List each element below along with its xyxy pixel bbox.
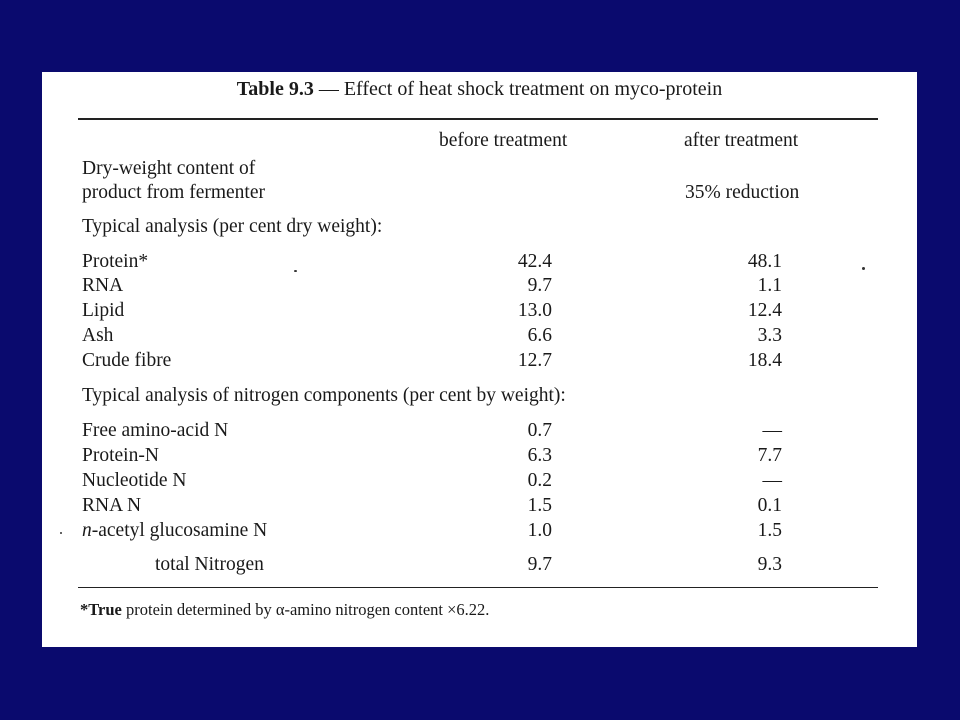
scan-speck <box>60 532 62 534</box>
row-free-amino-before: 0.7 <box>527 420 552 441</box>
row-glucosamine-after: 1.5 <box>757 520 782 541</box>
row-protein-n-after: 7.7 <box>757 445 782 466</box>
section2-heading: Typical analysis of nitrogen components (per cent by weight): <box>82 385 566 406</box>
dry-weight-label-1: Dry-weight content of <box>82 158 256 179</box>
table-number: Table 9.3 <box>236 78 314 100</box>
row-rna-n-label: RNA N <box>82 495 142 516</box>
row-rna-n-after: 0.1 <box>757 495 782 516</box>
footnote-bold: *True <box>80 600 122 619</box>
row-rna-before: 9.7 <box>527 275 552 296</box>
glucosamine-italic-n: n <box>82 520 92 541</box>
row-lipid-label: Lipid <box>82 300 125 321</box>
row-protein-label: Protein* <box>82 251 149 272</box>
top-rule <box>78 118 878 120</box>
row-ash-after: 3.3 <box>757 325 782 346</box>
row-nucleotide-label: Nucleotide N <box>82 470 187 491</box>
dry-weight-after: 35% reduction <box>685 182 800 203</box>
row-lipid-before: 13.0 <box>517 300 552 321</box>
footnote-text: protein determined by α-amino nitrogen content ×6.22. <box>121 600 490 619</box>
dry-weight-label-2: product from fermenter <box>82 182 266 203</box>
header-before: before treatment <box>439 130 568 151</box>
row-ash-label: Ash <box>82 325 114 346</box>
row-nucleotide-after: — <box>762 470 782 491</box>
table-title <box>42 78 917 101</box>
table-sheet <box>42 72 917 647</box>
row-protein-before: 42.4 <box>517 251 552 272</box>
row-rna-after: 1.1 <box>757 275 782 296</box>
total-nitrogen-before: 9.7 <box>527 554 552 575</box>
total-nitrogen-after: 9.3 <box>757 554 782 575</box>
scan-speck <box>862 267 865 270</box>
row-fibre-before: 12.7 <box>517 350 552 371</box>
total-nitrogen-label: total Nitrogen <box>155 554 264 575</box>
row-fibre-after: 18.4 <box>747 350 782 371</box>
glucosamine-label-text: -acetyl glucosamine N <box>91 520 268 541</box>
section1-heading: Typical analysis (per cent dry weight): <box>82 216 383 237</box>
table-caption: — Effect of heat shock treatment on myco-protein <box>313 78 723 100</box>
row-lipid-after: 12.4 <box>747 300 782 321</box>
row-rna-n-before: 1.5 <box>527 495 552 516</box>
row-nucleotide-before: 0.2 <box>527 470 552 491</box>
footnote <box>80 600 489 620</box>
row-ash-before: 6.6 <box>527 325 552 346</box>
row-protein-after: 48.1 <box>747 251 782 272</box>
row-free-amino-after: — <box>762 420 782 441</box>
row-protein-n-label: Protein-N <box>82 445 159 466</box>
row-glucosamine-before: 1.0 <box>527 520 552 541</box>
bottom-rule <box>78 587 878 588</box>
scan-speck <box>294 270 297 272</box>
row-free-amino-label: Free amino-acid N <box>82 420 229 441</box>
row-glucosamine-label <box>82 520 267 542</box>
header-after: after treatment <box>684 130 799 151</box>
row-rna-label: RNA <box>82 275 124 296</box>
row-protein-n-before: 6.3 <box>527 445 552 466</box>
row-fibre-label: Crude fibre <box>82 350 172 371</box>
